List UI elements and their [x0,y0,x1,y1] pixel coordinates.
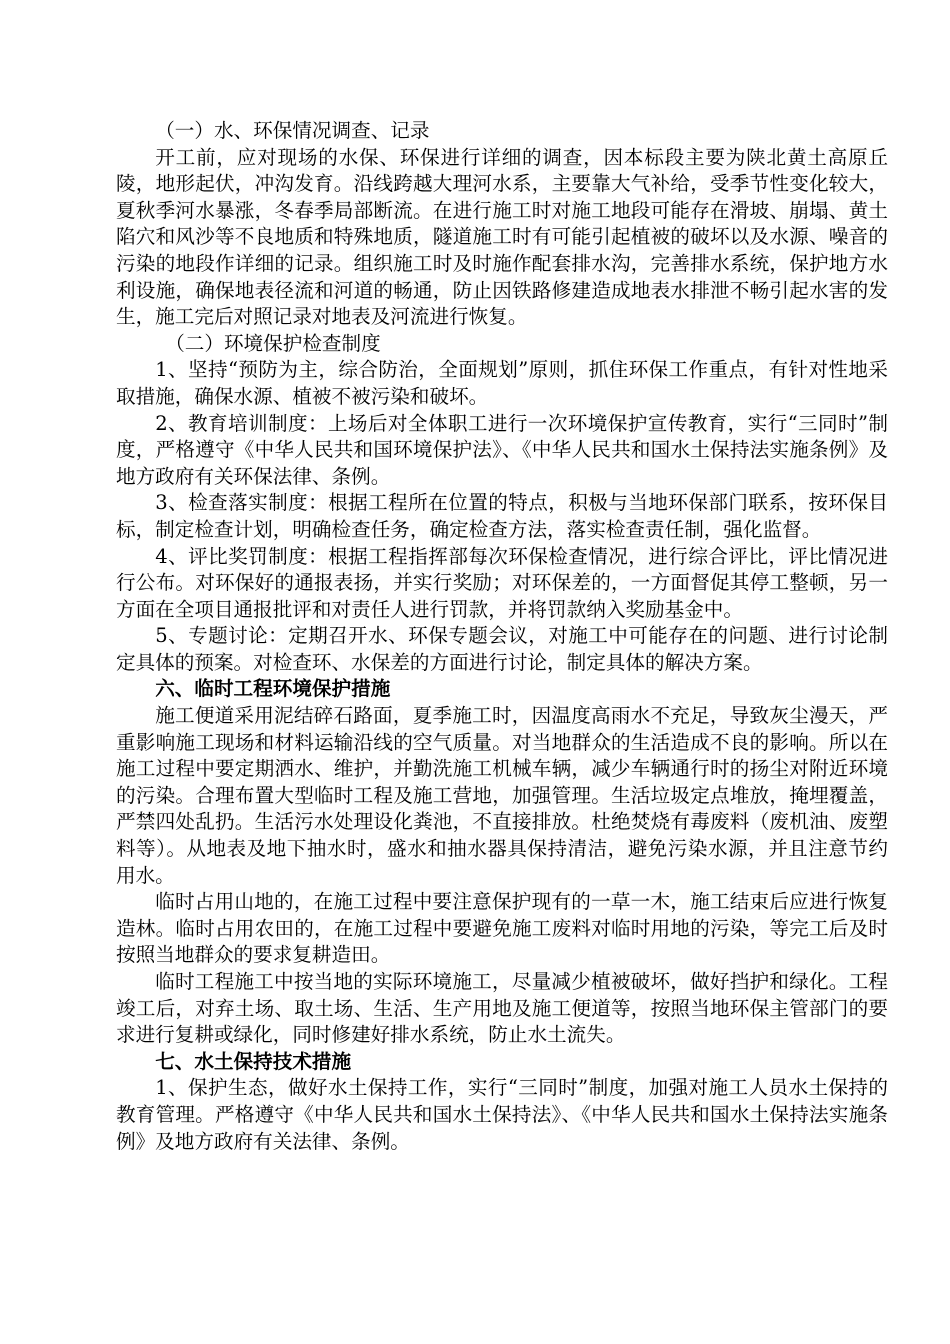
document-body [116,118,888,1155]
section-2-item-3: 3、检查落实制度：根据工程所在位置的特点，积极与当地环保部门联系，按环保目标，制定检查计划，明确检查任务，确定检查方法，落实检查责任制，强化监督。 [116,491,888,541]
section-6-paragraph-3: 临时工程施工中按当地的实际环境施工，尽量减少植被破坏，做好挡护和绿化。工程竣工后，对弃土场、取土场、生活、生产用地及施工便道等，按照当地环保主管部门的要求进行复耕或绿化，同时修建好排水系统，防止水土流失。 [116,970,888,1047]
section-1-paragraph: 开工前，应对现场的水保、环保进行详细的调查，因本标段主要为陕北黄土高原丘陵，地形起伏，冲沟发育。沿线跨越大理河水系，主要靠大气补给，受季节性变化较大，夏秋季河水暴涨，冬春季局部断流。在进行施工时对施工地段可能存在滑坡、崩塌、黄土陷穴和风沙等不良地质和特殊地质，隧道施工时有可能引起植被的破坏以及水源、噪音的污染的地段作详细的记录。组织施工时及时施作配套排水沟，完善排水系统，保护地方水利设施，确保地表径流和河道的畅通，防止因铁路修建造成地表水排泄不畅引起水害的发生，施工完后对照记录对地表及河流进行恢复。 [116,145,888,329]
section-2-item-2: 2、教育培训制度：上场后对全体职工进行一次环境保护宣传教育，实行“三同时”制度，严格遵守《中华人民共和国环境保护法》、《中华人民共和国水土保持法实施条例》及地方政府有关环保法律、条例。 [116,411,888,488]
section-2-item-5: 5、专题讨论：定期召开水、环保专题会议，对施工中可能存在的问题、进行讨论制定具体的预案。对检查环、水保差的方面进行讨论，制定具体的解决方案。 [116,624,888,674]
section-2-subheading: （二）环境保护检查制度 [165,331,381,355]
section-2-item-4: 4、评比奖罚制度：根据工程指挥部每次环保检查情况，进行综合评比，评比情况进行公布。对环保好的通报表扬，并实行奖励；对环保差的，一方面督促其停工整顿，另一方面在全项目通报批评和对责任人进行罚款，并将罚款纳入奖励基金中。 [116,544,888,621]
section-1-subheading: （一）水、环保情况调查、记录 [155,119,430,142]
section-7-heading: 七、水土保持技术措施 [155,1049,352,1073]
section-6-heading: 六、临时工程环境保护措施 [155,677,391,701]
section-7-paragraph-1: 1、保护生态，做好水土保持工作，实行“三同时”制度，加强对施工人员水土保持的教育管理。严格遵守《中华人民共和国水土保持法》、《中华人民共和国水土保持法实施条例》及地方政府有关法律、条例。 [116,1076,888,1153]
section-6-paragraph-2: 临时占用山地的，在施工过程中要注意保护现有的一草一木，施工结束后应进行恢复造林。临时占用农田的，在施工过程中要避免施工废料对临时用地的污染，等完工后及时按照当地群众的要求复耕造田。 [116,890,888,967]
section-2-item-1: 1、坚持“预防为主，综合防治，全面规划”原则，抓住环保工作重点，有针对性地采取措施，确保水源、植被不被污染和破坏。 [116,358,888,408]
section-6-paragraph-1: 施工便道采用泥结碎石路面，夏季施工时，因温度高雨水不充足，导致灰尘漫天，严重影响施工现场和材料运输沿线的空气质量。对当地群众的生活造成不良的影响。所以在施工过程中要定期洒水、维护，并勤洗施工机械车辆，减少车辆通行时的扬尘对附近环境的污染。合理布置大型临时工程及施工营地，加强管理。生活垃圾定点堆放，掩埋覆盖，严禁四处乱扔。生活污水处理设化粪池，不直接排放。杜绝焚烧有毒废料（废机油、废塑料等）。从地表及地下抽水时，盛水和抽水器具保持清洁，避免污染水源，并且注意节约用水。 [116,704,888,887]
